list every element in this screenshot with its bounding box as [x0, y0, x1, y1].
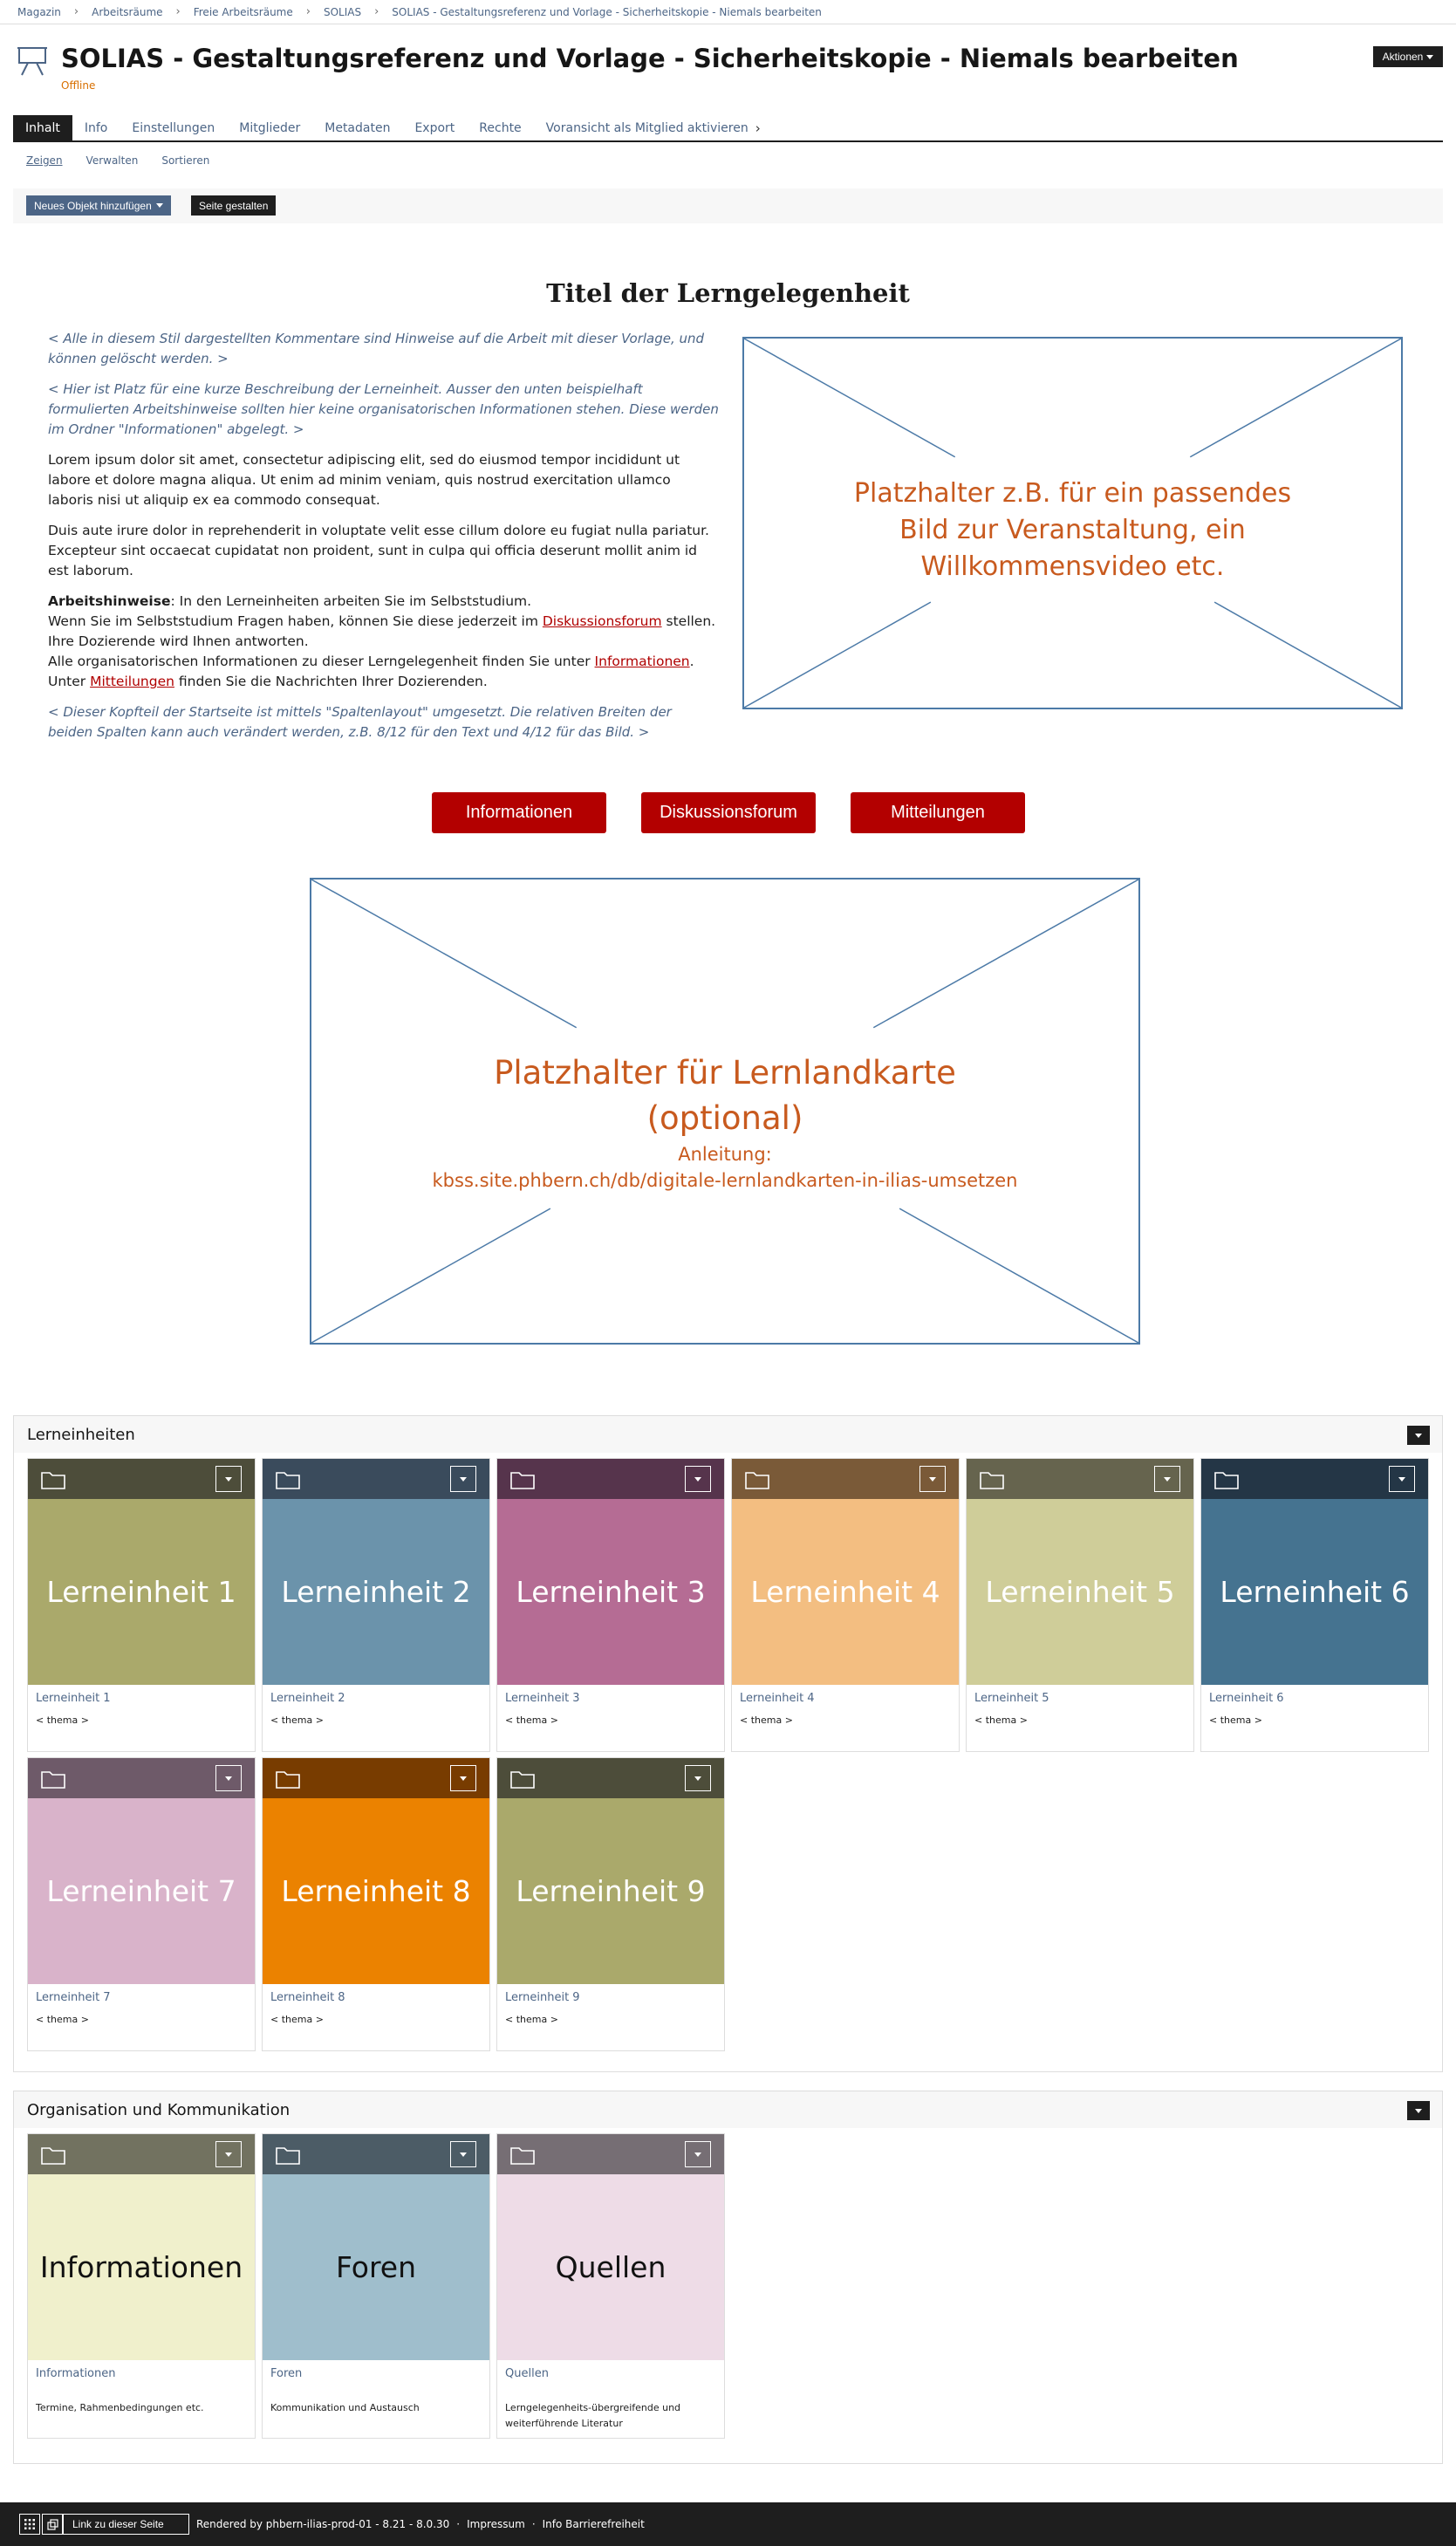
tile-dropdown-button[interactable] [1389, 1466, 1415, 1492]
tab-bar [13, 115, 1443, 142]
tile-header-bar [1201, 1459, 1428, 1499]
information-link[interactable]: Informationen [594, 654, 690, 669]
tile-image[interactable]: Lerneinheit 3 [497, 1499, 724, 1685]
section-title: Organisation und Kommunikation [27, 2100, 291, 2119]
tile-image[interactable]: Informationen [28, 2174, 255, 2360]
work-text-4a: Alle organisatorischen Informationen zu dieser Lerngelegenheit finden Sie unter [48, 654, 595, 669]
image-placeholder-line-1: Platzhalter z.B. für ein passendes [853, 478, 1292, 509]
tile-header-bar [497, 1459, 724, 1499]
caret-down-icon [1415, 2109, 1422, 2113]
tile-image[interactable]: Quellen [497, 2174, 724, 2360]
folder-icon [1214, 1470, 1239, 1489]
tile-description: < thema > [36, 2014, 89, 2025]
caret-down-icon [460, 1776, 467, 1781]
map-placeholder-line-3: Anleitung: [678, 1144, 772, 1165]
tile-dropdown-button[interactable] [215, 1466, 242, 1492]
forum-link[interactable]: Diskussionsforum [542, 613, 662, 629]
tile-title[interactable]: Lerneinheit 4 [740, 1692, 815, 1705]
tile-description: < thema > [974, 1714, 1028, 1726]
image-placeholder-text [744, 476, 1401, 585]
tile-title[interactable]: Informationen [36, 2367, 116, 2380]
tile-title[interactable]: Foren [270, 2367, 303, 2380]
caret-down-icon [694, 1776, 701, 1781]
toolbar [13, 188, 1443, 223]
tab-einstellungen[interactable]: Einstellungen [132, 120, 215, 135]
informationen-button[interactable]: Informationen [432, 792, 606, 833]
tile-card[interactable] [496, 2133, 725, 2439]
tab-export[interactable]: Export [414, 120, 455, 135]
tile-header-bar [967, 1459, 1193, 1499]
breadcrumb-magazin[interactable]: Magazin [17, 5, 61, 18]
tab-metadaten[interactable]: Metadaten [325, 120, 391, 135]
map-placeholder-line-2: (optional) [646, 1099, 803, 1137]
folder-icon [510, 2146, 535, 2165]
tile-dropdown-button[interactable] [685, 1765, 711, 1791]
announcements-link[interactable]: Mitteilungen [90, 674, 174, 689]
separator-dot: · [456, 2518, 461, 2530]
tile-image[interactable]: Lerneinheit 8 [263, 1798, 489, 1984]
tile-card[interactable] [1200, 1458, 1429, 1752]
tile-dropdown-button[interactable] [450, 1466, 476, 1492]
lorem-paragraph-1: Lorem ipsum dolor sit amet, consectetur adipiscing elit, sed do eiusmod tempor incididunt ut labore et dolore magna aliqua. Ut enim ad minim veniam, quis nostrud exercitation ullamco laboris nisi ut aliquip ex ea commodo consequat. [48, 452, 680, 508]
subtab-sortieren[interactable]: Sortieren [161, 154, 210, 167]
grid-icon[interactable] [19, 2514, 40, 2535]
tile-description: < thema > [740, 1714, 793, 1726]
tile-header-bar [28, 1758, 255, 1798]
chevron-right-icon: › [755, 120, 761, 136]
tile-header-bar [263, 1758, 489, 1798]
tile-header-bar [263, 1459, 489, 1499]
folder-icon [980, 1470, 1004, 1489]
caret-down-icon [929, 1477, 936, 1482]
work-text-4b: . [689, 654, 694, 669]
chevron-right-icon: › [305, 5, 311, 18]
status-offline: Offline [61, 79, 96, 92]
tile-image[interactable]: Lerneinheit 5 [967, 1499, 1193, 1685]
tile-image[interactable]: Lerneinheit 1 [28, 1499, 255, 1685]
work-label: Arbeitshinweise [48, 593, 171, 609]
folder-icon [276, 1470, 300, 1489]
tab-voransicht[interactable] [534, 115, 773, 140]
course-icon [17, 45, 47, 77]
actions-button[interactable] [1373, 46, 1443, 67]
subtab-zeigen[interactable]: Zeigen [26, 154, 63, 167]
folder-icon [510, 1470, 535, 1489]
tile-title[interactable]: Lerneinheit 5 [974, 1692, 1049, 1705]
tile-description: < thema > [505, 2014, 558, 2025]
work-text-2b: stellen. [661, 613, 716, 629]
tile-image[interactable]: Lerneinheit 9 [497, 1798, 724, 1984]
tile-description: Termine, Rahmenbedingungen etc. [36, 2402, 204, 2413]
image-placeholder-line-2: Bild zur Veranstaltung, ein [899, 515, 1246, 545]
work-instructions [48, 592, 720, 692]
content-title: Titel der Lerngelegenheit [546, 278, 910, 308]
tile-dropdown-button[interactable] [685, 2141, 711, 2167]
breadcrumb-current[interactable]: SOLIAS - Gestaltungsreferenz und Vorlage - Sicherheitskopie - Niemals bearbeiten [392, 5, 822, 18]
caret-down-icon [694, 2152, 701, 2157]
tile-description: < thema > [270, 1714, 324, 1726]
caret-down-icon [156, 203, 163, 208]
folder-icon [41, 2146, 65, 2165]
tile-card[interactable] [262, 2133, 490, 2439]
caret-down-icon [460, 2152, 467, 2157]
hint-comment: < Alle in diesem Stil dargestellten Kommentare sind Hinweise auf die Arbeit mit dieser Vorlage, und können gelöscht werden. > [48, 331, 705, 366]
tile-title[interactable]: Lerneinheit 9 [505, 1991, 580, 2004]
tile-description: < thema > [36, 1714, 89, 1726]
map-placeholder-line-1: Platzhalter für Lernlandkarte [494, 1054, 956, 1092]
tile-title[interactable]: Quellen [505, 2367, 549, 2380]
tile-dropdown-button[interactable] [1154, 1466, 1180, 1492]
caret-down-icon [225, 1776, 232, 1781]
folder-icon [41, 1769, 65, 1789]
tile-image[interactable]: Foren [263, 2174, 489, 2360]
tile-card[interactable] [262, 1757, 490, 2051]
tile-title[interactable]: Lerneinheit 2 [270, 1692, 345, 1705]
tile-title[interactable]: Lerneinheit 7 [36, 1991, 111, 2004]
tab-rechte[interactable]: Rechte [479, 120, 522, 135]
folder-icon [41, 1470, 65, 1489]
tile-header-bar [497, 2134, 724, 2174]
hint-layout: < Dieser Kopfteil der Startseite ist mittels "Spaltenlayout" umgesetzt. Die relativen Breiten der beiden Spalten kann auch verändert werden, z.B. 8/12 für den Text und 4/12 für das Bild. > [48, 704, 672, 740]
tile-title[interactable]: Lerneinheit 3 [505, 1692, 580, 1705]
work-text-5b: finden Sie die Nachrichten Ihrer Dozierenden. [174, 674, 488, 689]
section-toggle-button[interactable] [1407, 2101, 1430, 2120]
impressum-link[interactable]: Impressum [467, 2518, 525, 2530]
chevron-right-icon: › [374, 5, 379, 18]
tile-image[interactable]: Lerneinheit 7 [28, 1798, 255, 1984]
image-placeholder [742, 337, 1403, 709]
caret-down-icon [1426, 55, 1433, 59]
footer [0, 2502, 1456, 2546]
subtab-verwalten[interactable]: Verwalten [85, 154, 139, 167]
tile-header-bar [263, 2134, 489, 2174]
tile-dropdown-button[interactable] [919, 1466, 946, 1492]
map-placeholder-line-4: kbss.site.phbern.ch/db/digitale-lernlandkarten-in-ilias-umsetzen [432, 1170, 1018, 1191]
tab-inhalt[interactable]: Inhalt [13, 115, 72, 140]
tile-description: < thema > [505, 1714, 558, 1726]
tile-dropdown-button[interactable] [685, 1466, 711, 1492]
breadcrumb-freie-arbeitsraeume[interactable]: Freie Arbeitsräume [193, 5, 293, 18]
tile-image[interactable]: Lerneinheit 6 [1201, 1499, 1428, 1685]
work-text-2a: Wenn Sie im Selbststudium Fragen haben, können Sie diese jederzeit im [48, 613, 543, 629]
tile-card[interactable] [731, 1458, 960, 1752]
chevron-right-icon: › [73, 5, 79, 18]
breadcrumb-solias[interactable]: SOLIAS [323, 5, 362, 18]
image-placeholder-line-3: Willkommensvideo etc. [920, 551, 1225, 582]
accessibility-link[interactable]: Info Barrierefreiheit [542, 2518, 645, 2530]
caret-down-icon [225, 2152, 232, 2157]
description-column [48, 329, 720, 753]
tile-dropdown-button[interactable] [215, 1765, 242, 1791]
tab-mitglieder[interactable]: Mitglieder [239, 120, 301, 135]
copy-icon[interactable] [42, 2514, 63, 2535]
caret-down-icon [1164, 1477, 1171, 1482]
tile-header-bar [28, 2134, 255, 2174]
breadcrumb [0, 0, 1456, 24]
chevron-right-icon: › [175, 5, 181, 18]
caret-down-icon [694, 1477, 701, 1482]
folder-icon [745, 1470, 769, 1489]
tile-card[interactable] [262, 1458, 490, 1752]
add-object-button[interactable] [26, 195, 171, 216]
section-header [14, 2091, 1442, 2128]
breadcrumb-arbeitsraeume[interactable]: Arbeitsräume [92, 5, 163, 18]
tile-header-bar [28, 1459, 255, 1499]
page-link-field[interactable]: Link zu dieser Seite [63, 2514, 189, 2535]
learning-map-placeholder [310, 878, 1140, 1345]
rendered-by: Rendered by phbern-ilias-prod-01 - 8.21 - 8.0.30 [196, 2518, 450, 2530]
tile-description: < thema > [270, 2014, 324, 2025]
tile-card[interactable] [496, 1458, 725, 1752]
tab-info[interactable]: Info [84, 120, 108, 135]
design-page-button[interactable]: Seite gestalten [191, 195, 276, 216]
tile-dropdown-button[interactable] [215, 2141, 242, 2167]
map-placeholder-text [311, 1051, 1138, 1194]
mitteilungen-button[interactable]: Mitteilungen [851, 792, 1025, 833]
lorem-paragraph-2: Duis aute irure dolor in reprehenderit in voluptate velit esse cillum dolore eu fugiat nulla pariatur. Excepteur sint occaecat cupidatat non proident, sunt in culpa qui officia deserunt mollit anim id est laborum. [48, 523, 709, 578]
tile-card[interactable] [496, 1757, 725, 2051]
section-organisation [13, 2091, 1443, 2464]
caret-down-icon [1415, 1434, 1422, 1438]
tile-card[interactable] [966, 1458, 1194, 1752]
tile-header-bar [497, 1758, 724, 1798]
tile-description: Kommunikation und Austausch [270, 2402, 420, 2413]
folder-icon [510, 1769, 535, 1789]
add-object-label: Neues Objekt hinzufügen [34, 199, 152, 212]
separator-dot: · [531, 2518, 536, 2530]
tile-card[interactable] [27, 1458, 256, 1752]
work-text-3: Ihre Dozierende wird Ihnen antworten. [48, 633, 309, 649]
tile-card[interactable] [27, 2133, 256, 2439]
tile-title[interactable]: Lerneinheit 8 [270, 1991, 345, 2004]
tile-description: Lerngelegenheits-übergreifende und weiterführende Literatur [505, 2402, 681, 2429]
caret-down-icon [460, 1477, 467, 1482]
tile-header-bar [732, 1459, 959, 1499]
work-text-1: : In den Lerneinheiten arbeiten Sie im Selbststudium. [170, 593, 532, 609]
tile-image[interactable]: Lerneinheit 4 [732, 1499, 959, 1685]
tile-title[interactable]: Lerneinheit 1 [36, 1692, 111, 1705]
tile-description: < thema > [1209, 1714, 1262, 1726]
hint-description: < Hier ist Platz für eine kurze Beschreibung der Lerneinheit. Ausser den unten beispielhaft formulierten Arbeitshinweise sollten hier keine organisatorischen Informationen stehen. Diese werden im Ordner "Informationen" abgelegt. > [48, 381, 719, 437]
tile-title[interactable]: Lerneinheit 6 [1209, 1692, 1284, 1705]
tile-dropdown-button[interactable] [450, 1765, 476, 1791]
tile-dropdown-button[interactable] [450, 2141, 476, 2167]
section-toggle-button[interactable] [1407, 1426, 1430, 1445]
section-title: Lerneinheiten [27, 1425, 135, 1444]
diskussionsforum-button[interactable]: Diskussionsforum [641, 792, 816, 833]
tile-card[interactable] [27, 1757, 256, 2051]
folder-icon [276, 2146, 300, 2165]
work-text-5a: Unter [48, 674, 91, 689]
section-lerneinheiten [13, 1415, 1443, 2072]
caret-down-icon [225, 1477, 232, 1482]
section-header [14, 1416, 1442, 1453]
subtab-bar [26, 154, 209, 167]
caret-down-icon [1398, 1477, 1405, 1482]
tile-image[interactable]: Lerneinheit 2 [263, 1499, 489, 1685]
tab-voransicht-label: Voransicht als Mitglied aktivieren [545, 120, 749, 135]
actions-label: Aktionen [1382, 51, 1424, 63]
folder-icon [276, 1769, 300, 1789]
page-title: SOLIAS - Gestaltungsreferenz und Vorlage - Sicherheitskopie - Niemals bearbeiten [61, 44, 1239, 73]
